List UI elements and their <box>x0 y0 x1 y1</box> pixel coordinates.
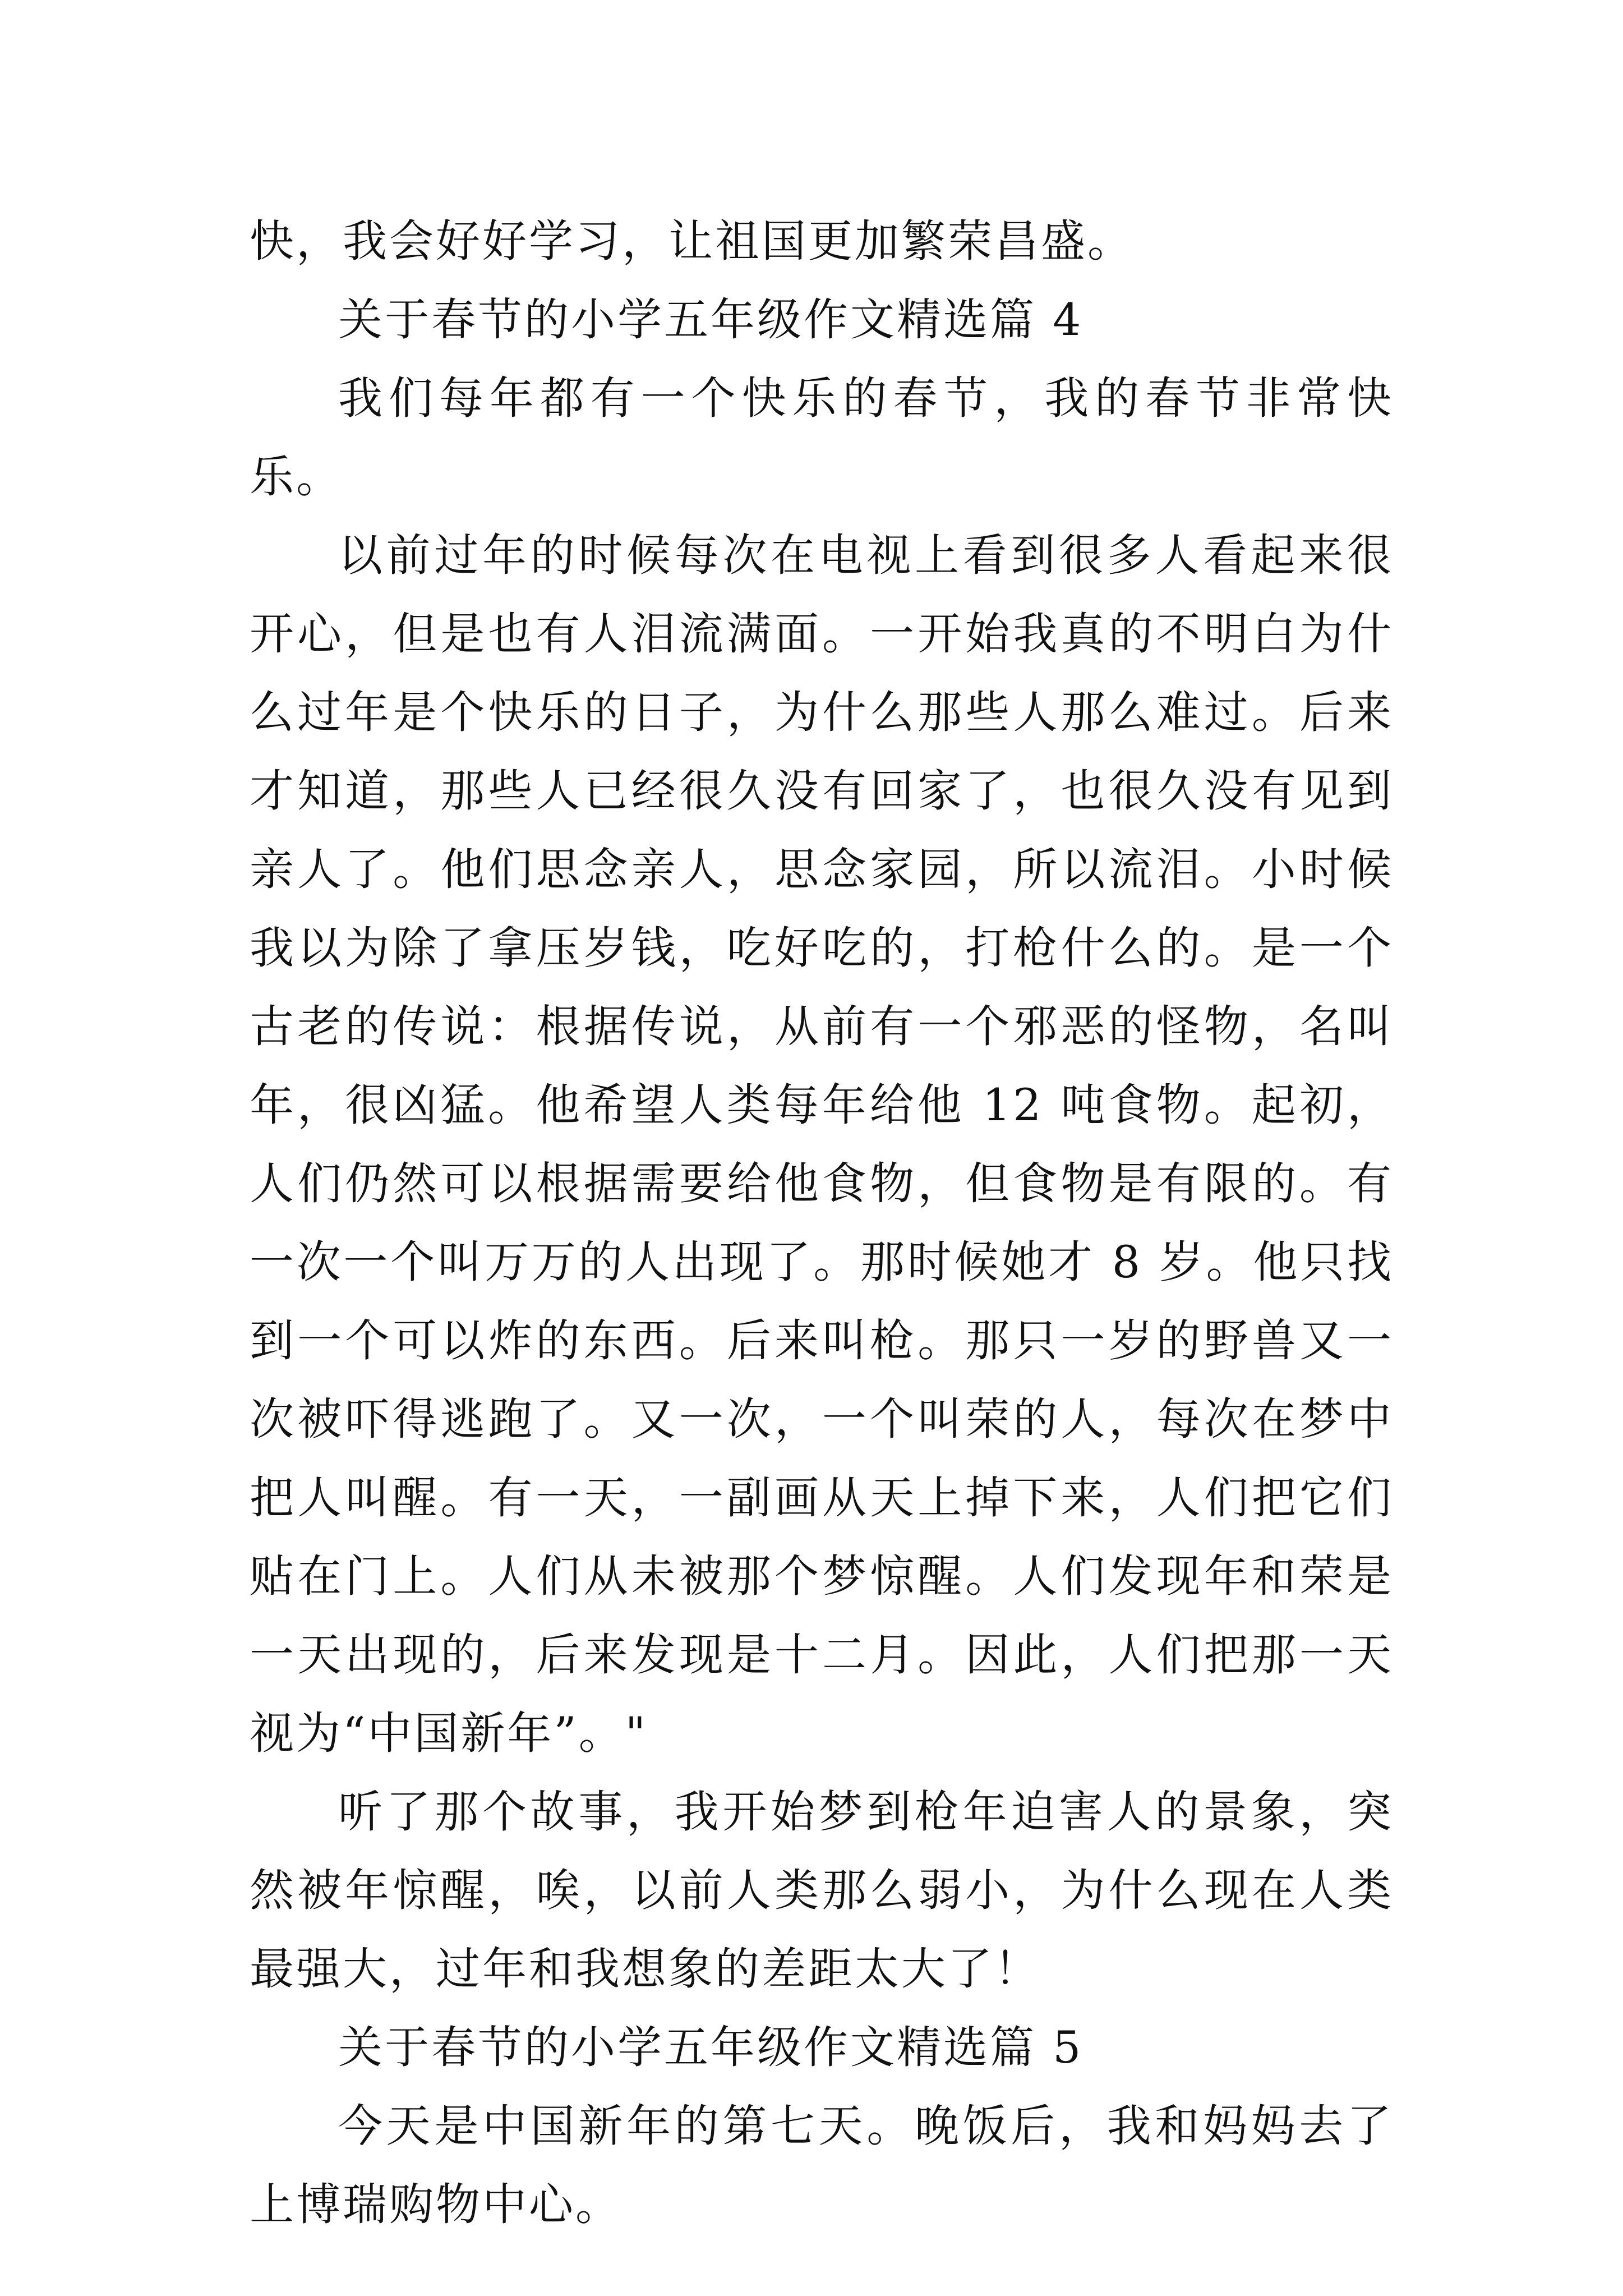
paragraph-story: 以前过年的时候每次在电视上看到很多人看起来很开心，但是也有人泪流满面。一开始我真的不明白为什么过年是个快乐的日子，为什么那些人那么难过。后来才知道，那些人已经很久没有回家了，也很久没有见到亲人了。他们思念亲人，思念家园，所以流泪。小时候我以为除了拿压岁钱，吃好吃的，打枪什么的。是一个古老的传说：根据传说，从前有一个邪恶的怪物，名叫年，很凶猛。他希望人类每年给他 12 吨食物。起初，人们仍然可以根据需要给他食物，但食物是有限的。有一次一个叫万万的人出现了。那时候她才 8 岁。他只找到一个可以炸的东西。后来叫枪。那只一岁的野兽又一次被吓得逃跑了。又一次，一个叫荣的人，每次在梦中把人叫醒。有一天，一副画从天上掉下来，人们把它们贴在门上。人们从未被那个梦惊醒。人们发现年和荣是一天出现的，后来发现是十二月。因此，人们把那一天视为“中国新年”。" <box>250 530 1394 1759</box>
paragraph-reflection: 听了那个故事，我开始梦到枪年迫害人的景象，突然被年惊醒，唉，以前人类那么弱小，为什么现在人类最强大，过年和我想象的差距太大了！ <box>250 1786 1394 1995</box>
paragraph-day-seven: 今天是中国新年的第七天。晚饭后，我和妈妈去了上博瑞购物中心。 <box>250 2100 1394 2230</box>
paragraph-intro: 我们每年都有一个快乐的春节，我的春节非常快乐。 <box>250 372 1394 503</box>
section-heading-5: 关于春节的小学五年级作文精选篇 5 <box>338 2022 1083 2073</box>
section-heading-4: 关于春节的小学五年级作文精选篇 4 <box>338 294 1083 346</box>
document-body <box>250 202 1394 2244</box>
paragraph-continuation: 快，我会好好学习，让祖国更加繁荣昌盛。 <box>250 215 1134 267</box>
